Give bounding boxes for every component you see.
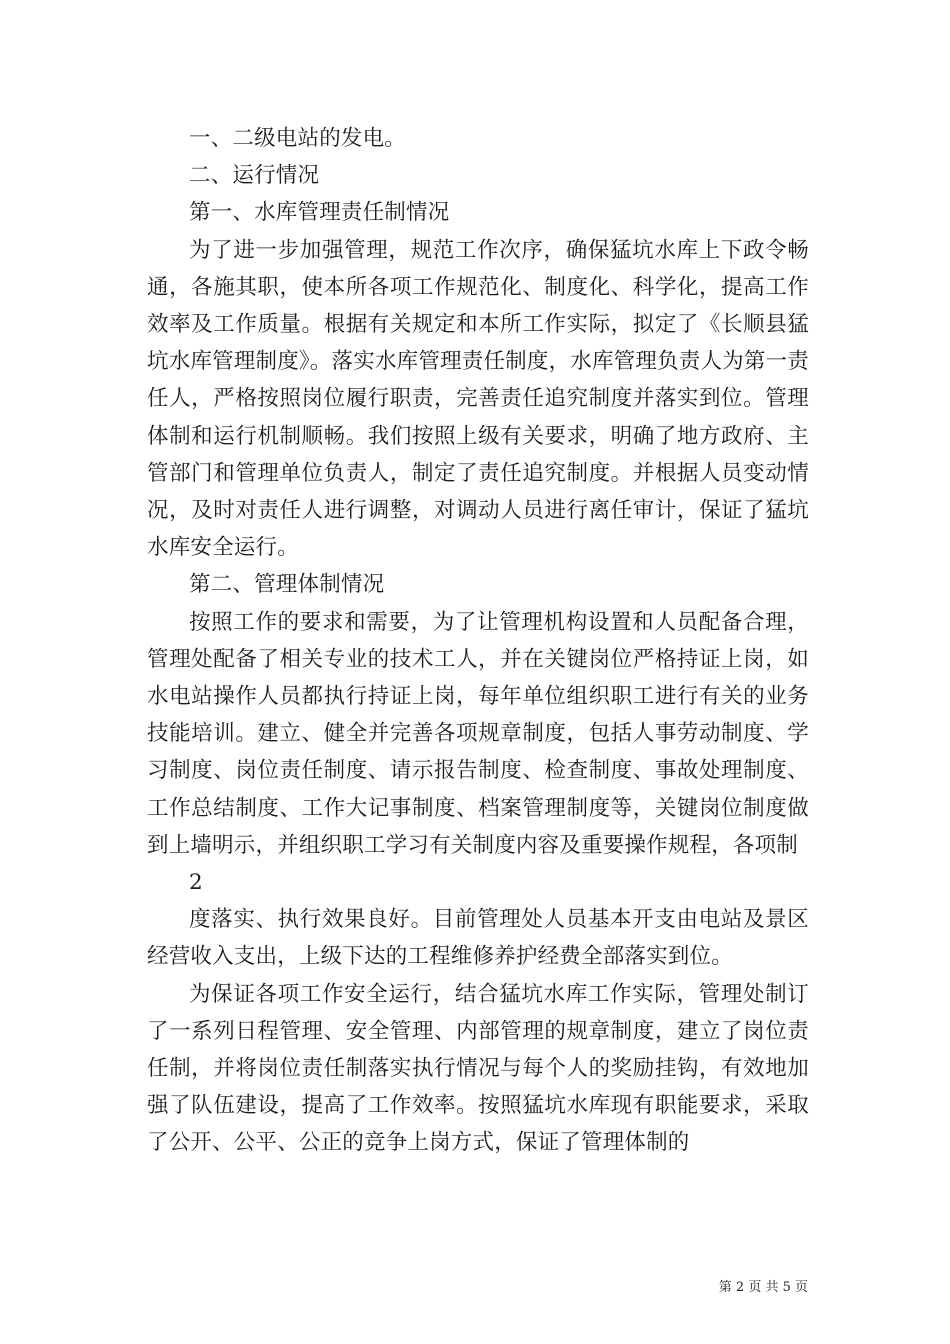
- heading-3: 第一、水库管理责任制情况: [189, 200, 450, 226]
- heading-2: 二、运行情况: [189, 163, 320, 189]
- heading-4: 第二、管理体制情况: [189, 572, 385, 598]
- paragraph-1: 为了进一步加强管理，规范工作次序，确保猛坑水库上下政令畅通，各施其职，使本所各项工作规范化、制度化、科学化，提高工作效率及工作质量。根据有关规定和本所工作实际，拟定了《长顺县猛坑水库管理制度》。落实水库管理责任制度，水库管理负责人为第一责任人，严格按照岗位履行职责，完善责任追究制度并落实到位。管理体制和运行机制顺畅。我们按照上级有关要求，明确了地方政府、主管部门和管理单位负责人，制定了责任追究制度。并根据人员变动情况，及时对责任人进行调整，对调动人员进行离任审计，保证了猛坑水库安全运行。: [147, 237, 809, 561]
- page-marker: 2: [189, 870, 203, 896]
- paragraph-2: 按照工作的要求和需要，为了让管理机构设置和人员配备合理，管理处配备了相关专业的技术工人，并在关键岗位严格持证上岗，如水电站操作人员都执行持证上岗，每年单位组织职工进行有关的业务技能培训。建立、健全并完善各项规章制度，包括人事劳动制度、学习制度、岗位责任制度、请示报告制度、检查制度、事故处理制度、工作总结制度、工作大记事制度、档案管理制度等，关键岗位制度做到上墙明示，并组织职工学习有关制度内容及重要操作规程，各项制: [147, 609, 809, 858]
- body-text: [147, 120, 809, 1162]
- paragraph-3: 度落实、执行效果良好。目前管理处人员基本开支由电站及景区经营收入支出，上级下达的工程维修养护经费全部落实到位。: [147, 907, 809, 970]
- page-footer: 第 2 页 共 5 页: [718, 1280, 808, 1295]
- paragraph-4: 为保证各项工作安全运行，结合猛坑水库工作实际，管理处制订了一系列日程管理、安全管理、内部管理的规章制度，建立了岗位责任制，并将岗位责任制落实执行情况与每个人的奖励挂钩，有效地加强了队伍建设，提高了工作效率。按照猛坑水库现有职能要求，采取了公开、公平、公正的竞争上岗方式，保证了管理体制的: [147, 981, 809, 1156]
- heading-1: 一、二级电站的发电。: [189, 126, 407, 151]
